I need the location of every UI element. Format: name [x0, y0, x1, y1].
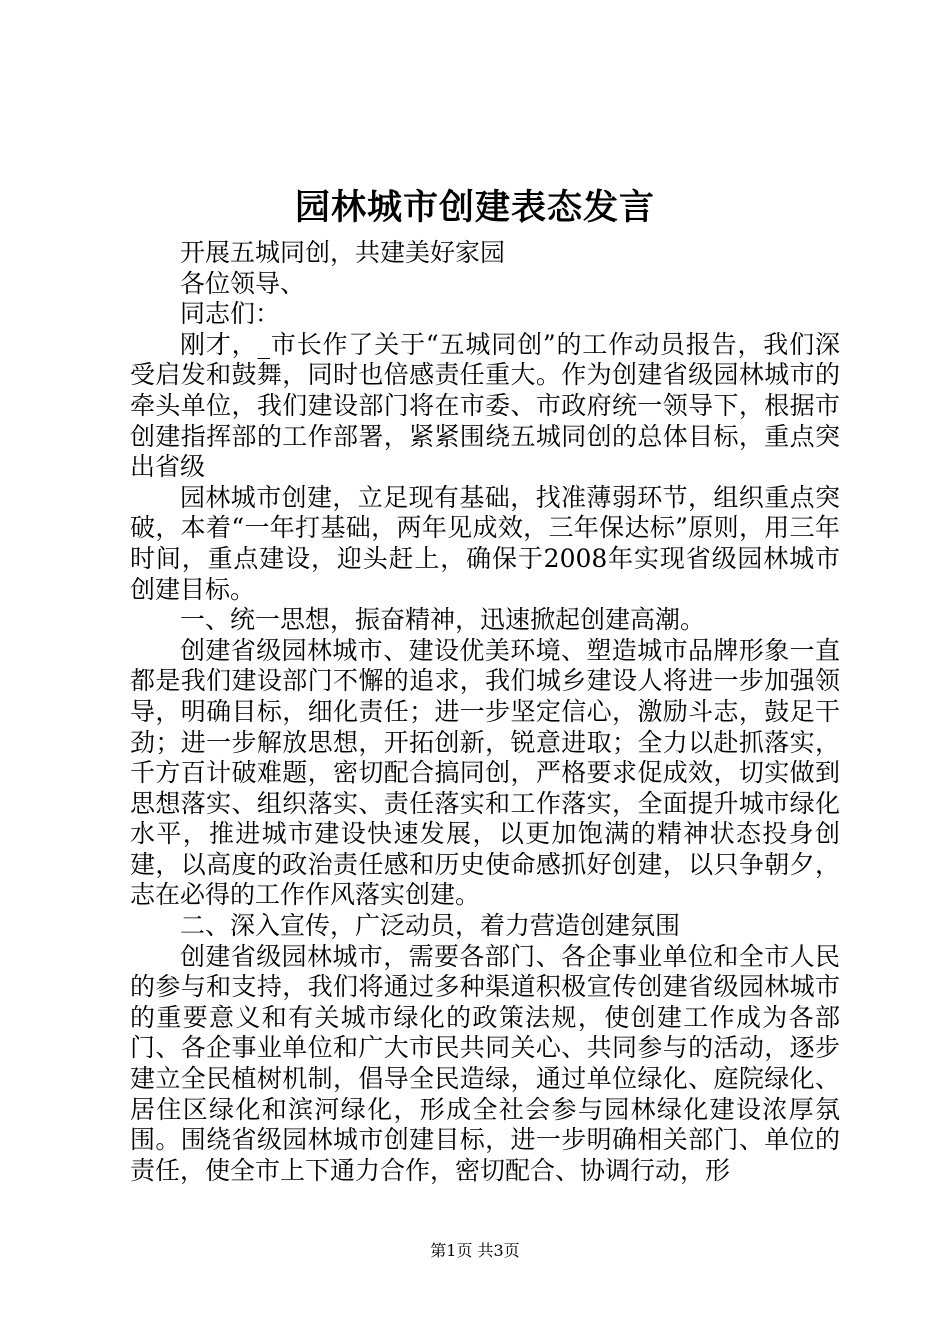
paragraph-salutation-comrades: 同志们：	[180, 299, 281, 329]
paragraph-section-2: 创建省级园林城市，需要各部门、各企事业单位和全市人民的参与和支持，我们将通过多种渠道积极宣传创建省级园林城市的重要意义和有关城市绿化的政策法规，使创建工作成为各部门、各企事业单位和广大市民共同关心、共同参与的活动，逐步建立全民植树机制，倡导全民造绿，通过单位绿化、庭院绿化、居住区绿化和滨河绿化，形成全社会参与园林绿化建设浓厚氛围。围绕省级园林城市创建目标，进一步明确相关部门、单位的责任，使全市上下通力合作，密切配合、协调行动，形	[130, 941, 840, 1185]
paragraph-salutation-leaders: 各位领导、	[180, 268, 306, 298]
document-body	[130, 238, 840, 1186]
paragraph-slogan: 开展五城同创，共建美好家园	[180, 238, 506, 267]
document-title: 园林城市创建表态发言	[294, 187, 655, 228]
paragraph-section-1: 创建省级园林城市、建设优美环境、塑造城市品牌形象一直都是我们建设部门不懈的追求，我们城乡建设人将进一步加强领导，明确目标，细化责任；进一步坚定信心，激励斗志，鼓足干劲；进一步解放思想，开拓创新，锐意进取；全力以赴抓落实，千方百计破难题，密切配合搞同创，严格要求促成效，切实做到思想落实、组织落实、责任落实和工作落实，全面提升城市绿化水平，推进城市建设快速发展，以更加饱满的精神状态投身创建，以高度的政治责任感和历史使命感抓好创建，以只争朝夕，志在必得的工作作风落实创建。	[130, 635, 840, 910]
page-number: 第1页 共3页	[430, 1241, 520, 1260]
section-heading-1: 一、统一思想，振奋精神，迅速掀起创建高潮。	[180, 605, 706, 635]
paragraph-opening: 刚才，_市长作了关于“五城同创”的工作动员报告，我们深受启发和鼓舞，同时也倍感责任重大。作为创建省级园林城市的牵头单位，我们建设部门将在市委、市政府统一领导下，根据市创建指挥部的工作部署，紧紧围绕五城同创的总体目标，重点突出省级	[130, 329, 840, 482]
section-heading-2: 二、深入宣传，广泛动员，着力营造创建氛围	[180, 911, 681, 941]
paragraph-goal: 园林城市创建，立足现有基础，找准薄弱环节，组织重点突破，本着“一年打基础，两年见成效，三年保达标”原则，用三年时间，重点建设，迎头赶上，确保于2008年实现省级园林城市创建目标。	[130, 482, 840, 604]
